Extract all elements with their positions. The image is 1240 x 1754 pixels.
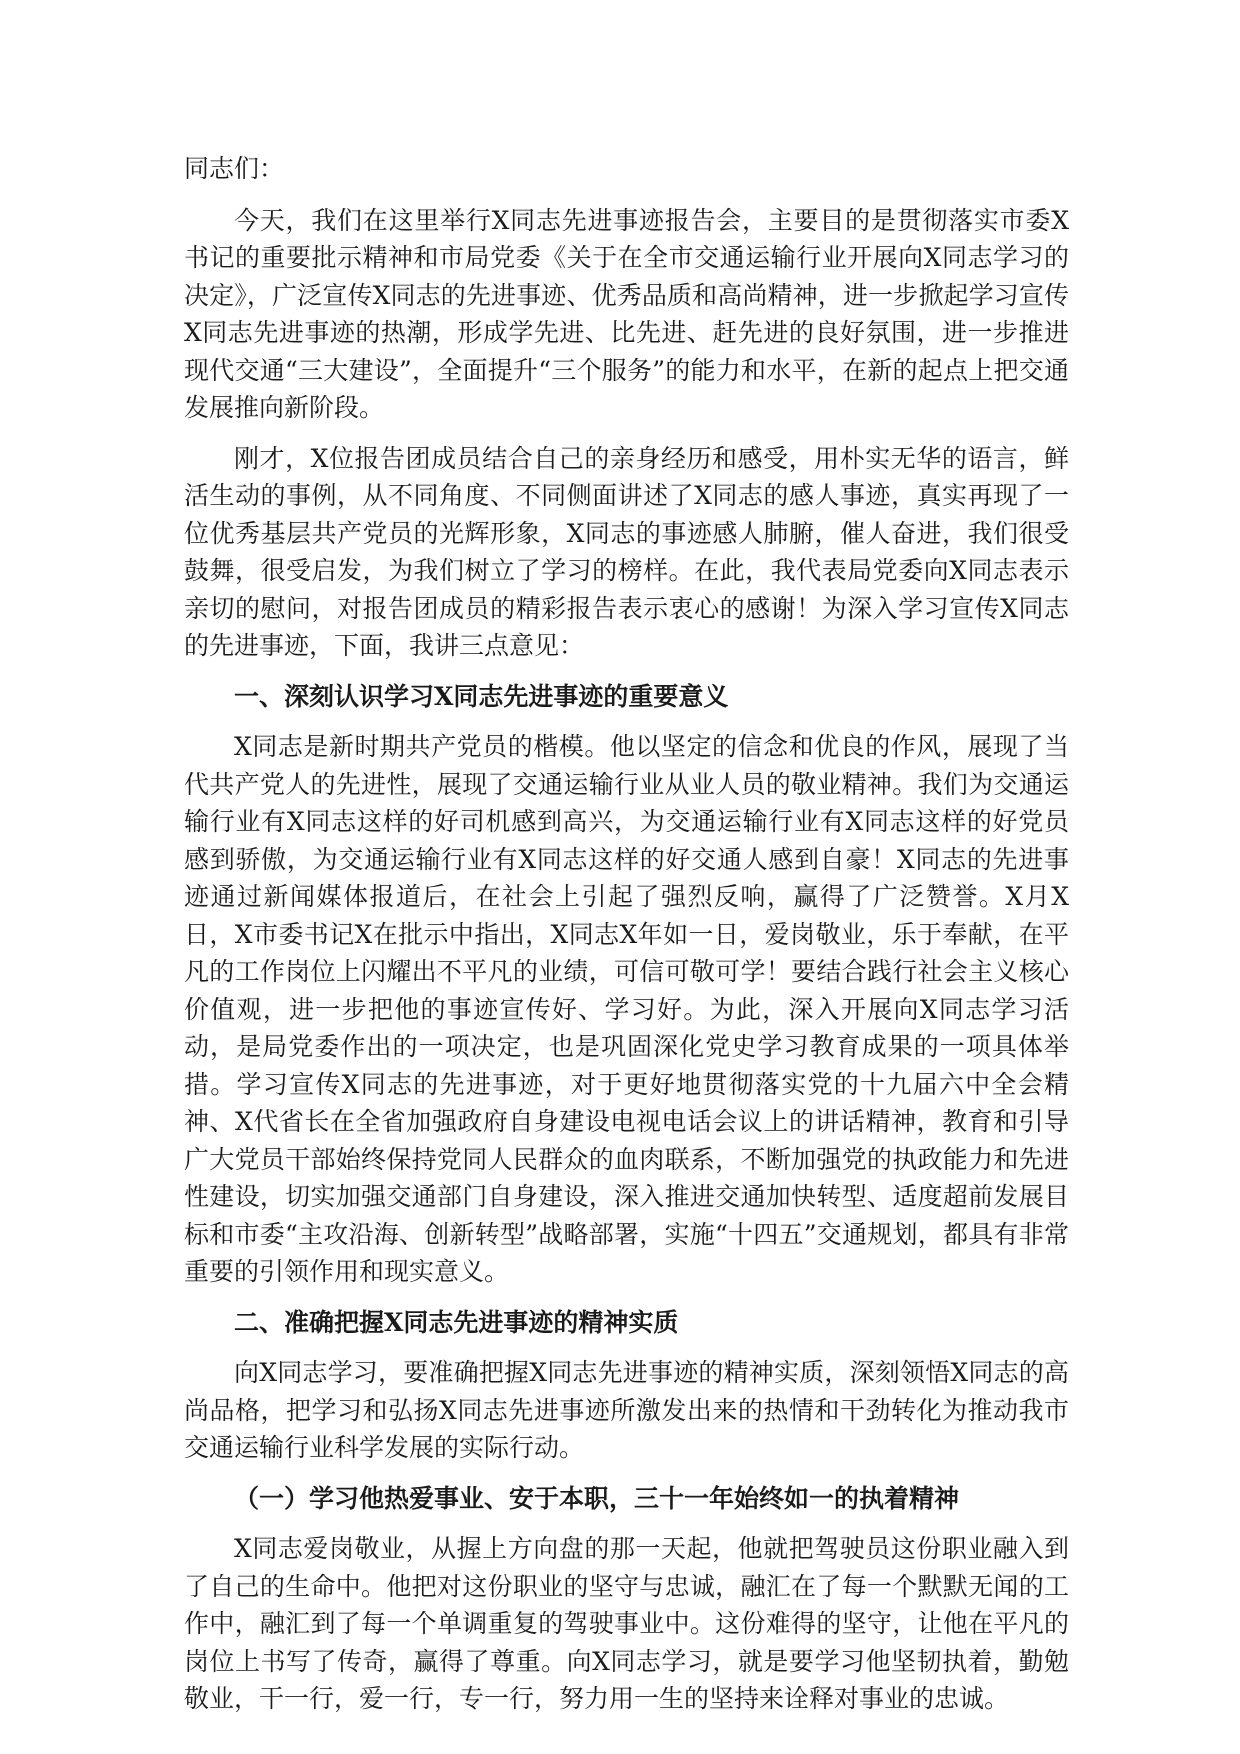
- section-heading-1: 一、深刻认识学习X同志先进事迹的重要意义: [234, 681, 729, 711]
- subsection-heading-1: （一）学习他热爱事业、安于本职，三十一年始终如一的执着精神: [234, 1483, 960, 1513]
- paragraph-dedication: X同志爱岗敬业，从握上方向盘的那一天起，他就把驾驶员这份职业融入到了自己的生命中。他把对这份职业的坚守与忠诚，融汇在了每一个默默无闻的工作中，融汇到了每一个单调重复的驾驶事业中。这份难得的坚守，让他在平凡的岗位上书写了传奇，赢得了尊重。向X同志学习，就是要学习他坚韧执着，勤勉敬业，干一行，爱一行，专一行，努力用一生的坚持来诠释对事业的忠诚。: [184, 1534, 1069, 1713]
- section-heading-2: 二、准确把握X同志先进事迹的精神实质: [234, 1307, 679, 1337]
- paragraph-intro: 今天，我们在这里举行X同志先进事迹报告会，主要目的是贯彻落实市委X书记的重要批示精神和市局党委《关于在全市交通运输行业开展向X同志学习的决定》，广泛宣传X同志的先进事迹、优秀品质和高尚精神，进一步掀起学习宣传X同志先进事迹的热潮，形成学先进、比先进、赶先进的良好氛围，进一步推进现代交通“三大建设”，全面提升“三个服务”的能力和水平，在新的起点上把交通发展推向新阶段。: [184, 205, 1069, 422]
- document-body: [184, 150, 1069, 1731]
- paragraph-thanks: 刚才，X位报告团成员结合自己的亲身经历和感受，用朴实无华的语言，鲜活生动的事例，从不同角度、不同侧面讲述了X同志的感人事迹，真实再现了一位优秀基层共产党员的光辉形象，X同志的事迹感人肺腑，催人奋进，我们很受鼓舞，很受启发，为我们树立了学习的榜样。在此，我代表局党委向X同志表示亲切的慰问，对报告团成员的精彩报告表示衷心的感谢！为深入学习宣传X同志的先进事迹，下面，我讲三点意见：: [184, 443, 1069, 660]
- paragraph-essence: 向X同志学习，要准确把握X同志先进事迹的精神实质，深刻领悟X同志的高尚品格，把学习和弘扬X同志先进事迹所激发出来的热情和干劲转化为推动我市交通运输行业科学发展的实际行动。: [184, 1358, 1069, 1462]
- paragraph-significance: X同志是新时期共产党员的楷模。他以坚定的信念和优良的作风，展现了当代共产党人的先进性，展现了交通运输行业从业人员的敬业精神。我们为交通运输行业有X同志这样的好司机感到高兴，为交通运输行业有X同志这样的好党员感到骄傲，为交通运输行业有X同志这样的好交通人感到自豪！X同志的先进事迹通过新闻媒体报道后，在社会上引起了强烈反响，赢得了广泛赞誉。X月X日，X市委书记X在批示中指出，X同志X年如一日，爱岗敬业，乐于奉献，在平凡的工作岗位上闪耀出不平凡的业绩，可信可敬可学！要结合践行社会主义核心价值观，进一步把他的事迹宣传好、学习好。为此，深入开展向X同志学习活动，是局党委作出的一项决定，也是巩固深化党史学习教育成果的一项具体举措。学习宣传X同志的先进事迹，对于更好地贯彻落实党的十九届六中全会精神、X代省长在全省加强政府自身建设电视电话会议上的讲话精神，教育和引导广大党员干部始终保持党同人民群众的血肉联系，不断加强党的执政能力和先进性建设，切实加强交通部门自身建设，深入推进交通加快转型、适度超前发展目标和市委“主攻沿海、创新转型”战略部署，实施“十四五”交通规划，都具有非常重要的引领作用和现实意义。: [184, 732, 1069, 1286]
- salutation: 同志们：: [184, 154, 285, 183]
